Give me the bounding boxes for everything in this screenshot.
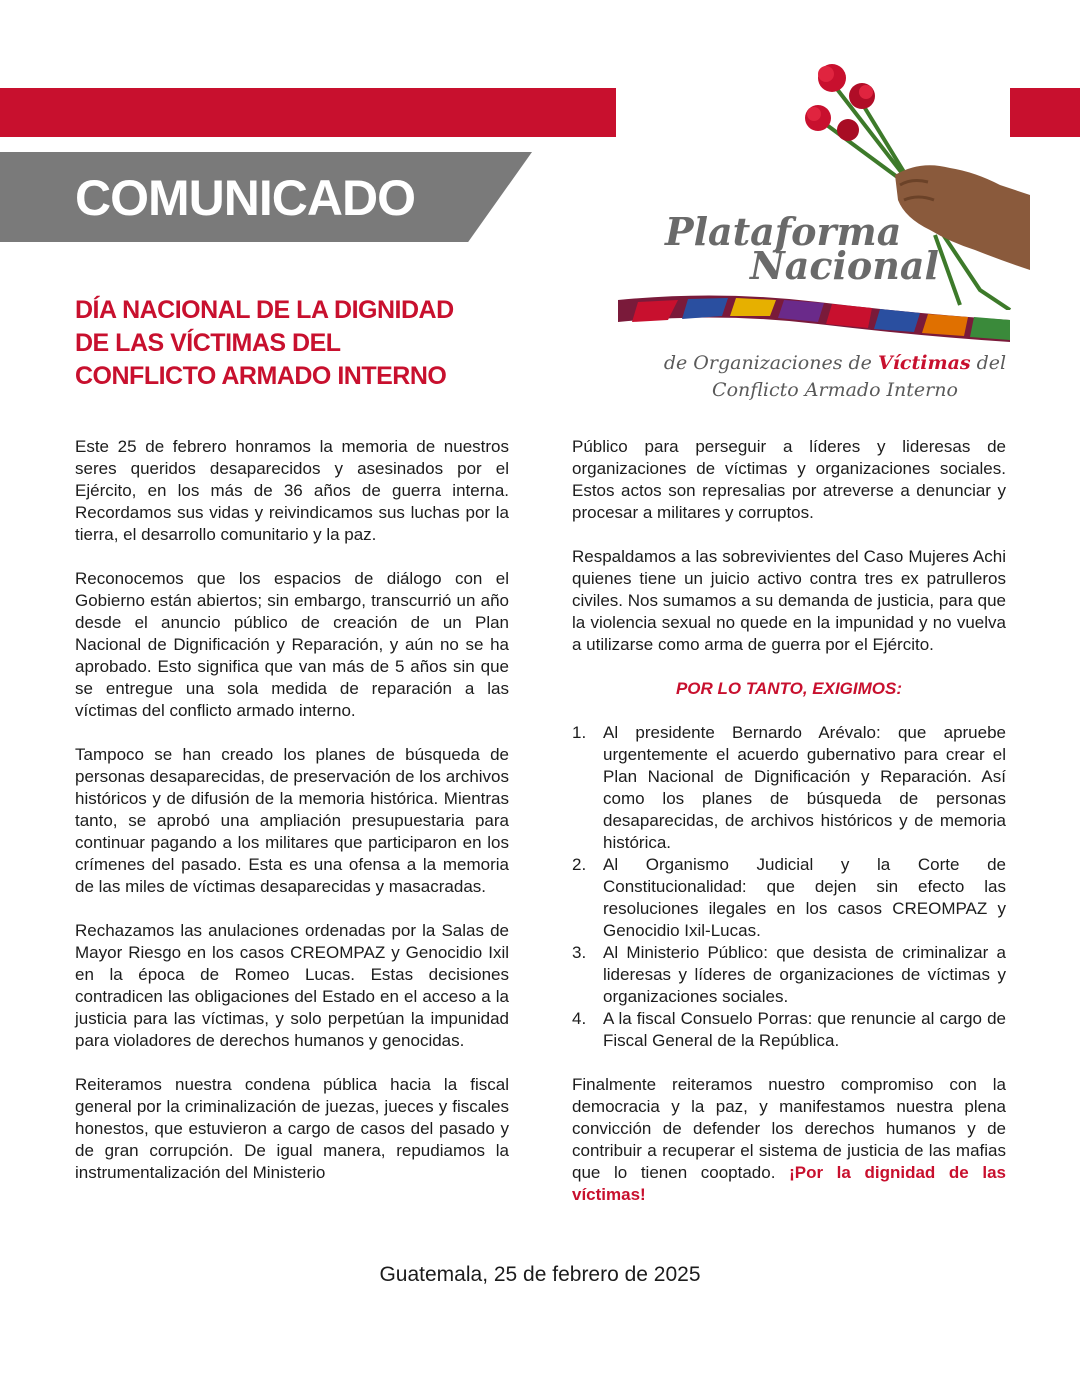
heading-line-3: CONFLICTO ARMADO INTERNO: [75, 362, 447, 390]
logo-subtitle-line-2: Conflicto Armado Interno: [712, 379, 958, 401]
logo-subtitle-red: Víctimas: [877, 352, 971, 374]
heading-line-1: DÍA NACIONAL DE LA DIGNIDAD: [75, 296, 454, 324]
list-number: 4.: [572, 1009, 587, 1028]
right-column: [572, 436, 1006, 1228]
paragraph: Respaldamos a las sobrevivientes del Caso Mujeres Achi quienes tiene un juicio activo contra tres ex patrulleros civiles. Nos sumamos a su demanda de justicia, para que la violencia sexual no quede en la impunidad y no vuelva a utilizarse como arma de guerra por el Ejército.: [572, 547, 1006, 654]
list-text: A la fiscal Consuelo Porras: que renuncie al cargo de Fiscal General de la República.: [603, 1009, 1006, 1050]
closing-paragraph: [572, 1074, 1006, 1206]
list-item: [572, 722, 1006, 854]
paragraph: Rechazamos las anulaciones ordenadas por la Salas de Mayor Riesgo en los casos CREOMPAZ y Genocidio Ixil en la época de Romeo Lucas. Estas decisiones contradicen las obligaciones del Estado en el acceso a la justicia para las víctimas, y solo perpetúan la impunidad para violadores de derechos humanos y genocidas.: [75, 921, 509, 1050]
logo-subtitle-pre: de Organizaciones de: [663, 352, 878, 374]
demands-title: POR LO TANTO, EXIGIMOS:: [675, 679, 903, 698]
list-number: 3.: [572, 943, 587, 962]
paragraph: Este 25 de febrero honramos la memoria de nuestros seres queridos desaparecidos y asesinados por el Ejército, en los más de 36 años de guerra interna. Recordamos sus vidas y reivindicamos sus luchas por la tierra, el desarrollo comunitario y la paz.: [75, 437, 509, 544]
left-column: [75, 436, 509, 1206]
logo-subtitle-post: del: [970, 352, 1007, 374]
woven-textile-band: [618, 294, 1010, 342]
list-item: [572, 854, 1006, 942]
document-date: Guatemala, 25 de febrero de 2025: [379, 1263, 701, 1286]
list-item: [572, 1008, 1006, 1052]
list-text: Al presidente Bernardo Arévalo: que apruebe urgentemente el acuerdo gubernativo para crear el Plan Nacional de Dignificación y Reparación. Así como los planes de búsqueda de personas desaparecidas, de archivos históricos y de memoria histórica.: [603, 723, 1006, 852]
list-item: [572, 942, 1006, 1008]
header-red-bar-left: [0, 88, 616, 137]
paragraph: Reconocemos que los espacios de diálogo con el Gobierno están abiertos; sin embargo, transcurrió un año desde el anuncio público de creación de un Plan Nacional de Dignificación y Reparación, y aún no se ha aprobado. Esto significa que van más de 5 años sin que se entregue una sola medida de reparación a las víctimas del conflicto armado interno.: [75, 569, 509, 720]
logo-title-line-2: Nacional: [750, 243, 939, 288]
paragraph: Público para perseguir a líderes y lideresas de organizaciones de víctimas y organizaciones sociales. Estos actos son represalias por atreverse a denunciar y procesar a militares y corruptos.: [572, 437, 1006, 522]
paragraph: Reiteramos nuestra condena pública hacia la fiscal general por la criminalización de juezas, jueces y fiscales honestos, que estuvieron a cargo de casos del pasado y de gran corrupción. De igual manera, repudiamos la instrumentalización del Ministerio: [75, 1075, 509, 1182]
document-heading: [75, 294, 515, 393]
list-number: 1.: [572, 723, 587, 742]
closing-text: Finalmente reiteramos nuestro compromiso con la democracia y la paz, y manifestamos nuestra plena convicción de defender los derechos humanos y de contribuir a recuperar el sistema de justicia de las mafias que lo tienen cooptado.: [572, 1075, 1006, 1182]
closing-slogan: ¡Por la dignidad de las víctimas!: [572, 1163, 1006, 1204]
list-text: Al Organismo Judicial y la Corte de Constitucionalidad: que dejen sin efecto las resoluciones ilegales en los casos CREOMPAZ y Genocidio Ixil-Lucas.: [603, 855, 1006, 940]
list-number: 2.: [572, 855, 587, 874]
organization-logo: [610, 60, 1030, 420]
paragraph: Tampoco se han creado los planes de búsqueda de personas desaparecidas, de preservación de los archivos históricos y de difusión de la memoria histórica. Mientras tanto, se aprobó una ampliación presupuestaria para continuar pagando a los militares que participaron en los crímenes del pasado. Esta es una ofensa a la memoria de las miles de víctimas desaparecidas y masacradas.: [75, 745, 509, 896]
logo-subtitle: [610, 350, 1060, 404]
list-text: Al Ministerio Público: que desista de criminalizar a lideresas y líderes de organizaciones de víctimas y organizaciones sociales.: [603, 943, 1006, 1006]
demands-list: [572, 722, 1006, 1052]
heading-line-2: DE LAS VÍCTIMAS DEL: [75, 329, 341, 357]
logo-title-line-1: Plataforma: [665, 209, 902, 254]
banner-title: COMUNICADO: [75, 170, 415, 226]
